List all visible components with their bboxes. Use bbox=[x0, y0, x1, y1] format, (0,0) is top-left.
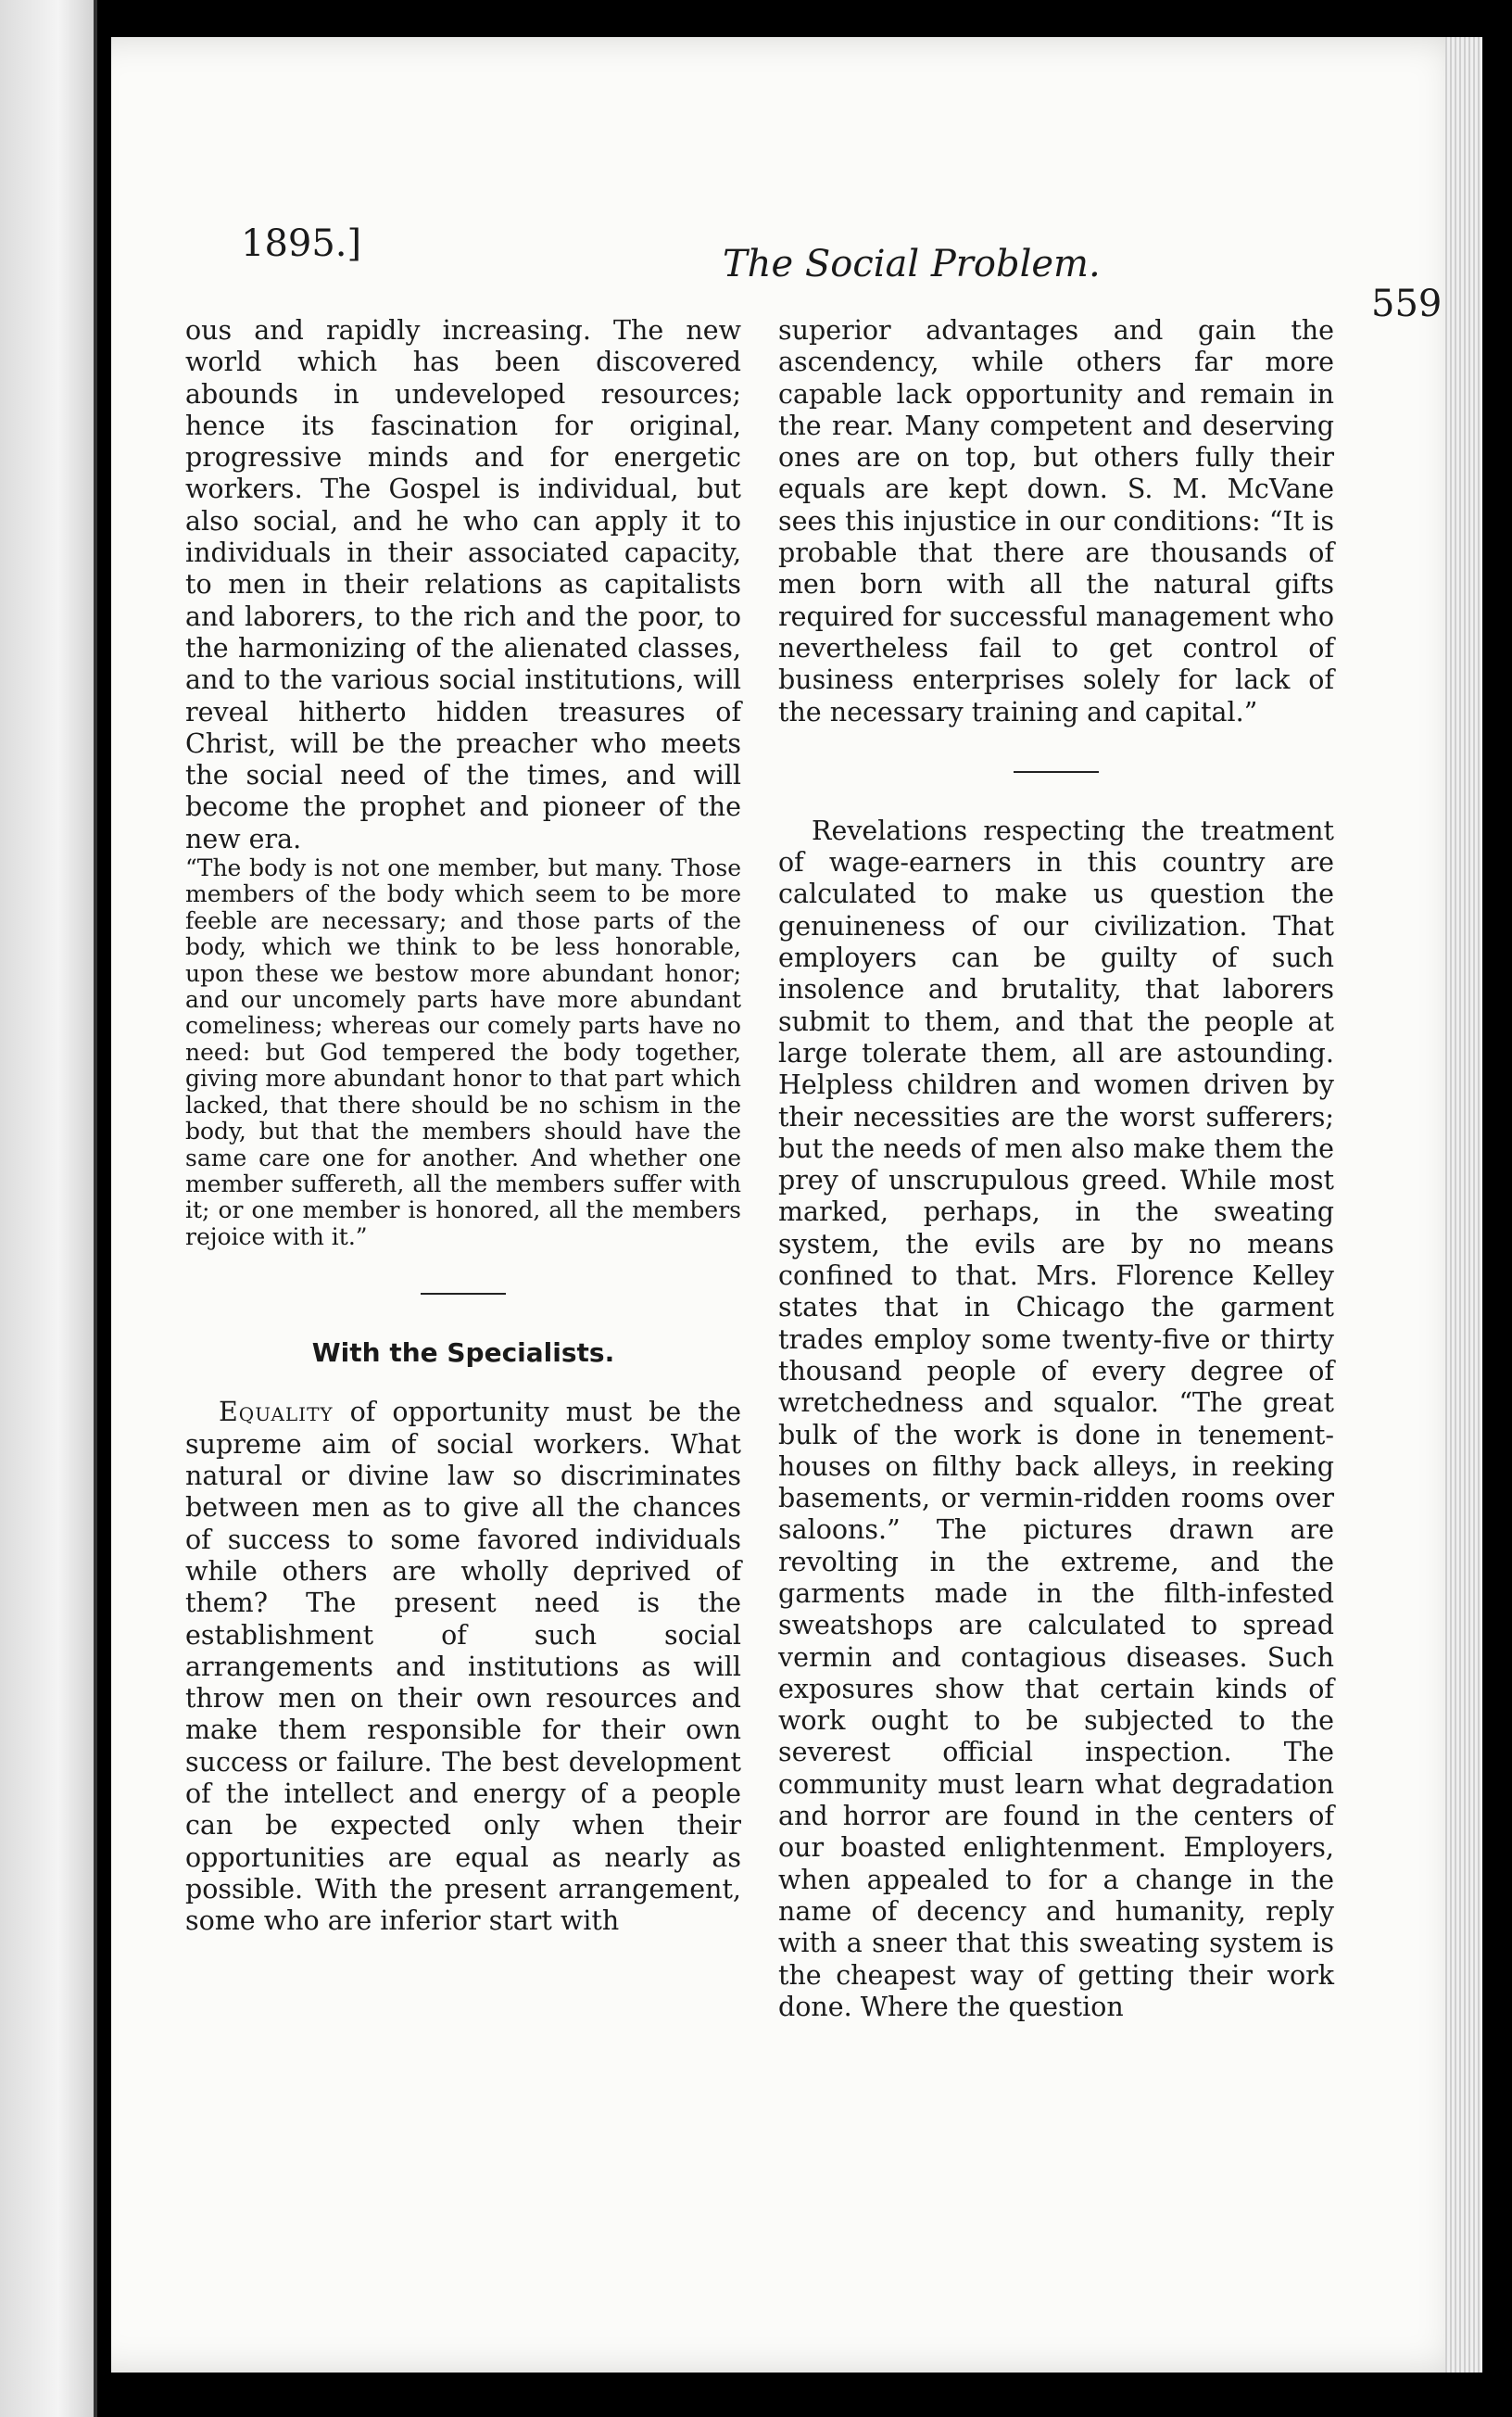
book-page bbox=[111, 37, 1482, 2373]
header-year: 1895.] bbox=[241, 222, 362, 265]
paragraph bbox=[185, 1397, 741, 1937]
left-column bbox=[185, 315, 741, 1937]
page-number: 559 bbox=[1371, 283, 1443, 325]
header-title: The Social Problem. bbox=[723, 243, 1101, 285]
right-column bbox=[778, 315, 1334, 2023]
section-divider bbox=[1014, 771, 1099, 773]
running-head bbox=[241, 195, 1443, 325]
adjacent-page-edge bbox=[0, 0, 97, 2417]
paragraph: ous and rapidly increasing. The new world which has been discovered abounds in undeveloped resources; hence its fascination for original, progressive minds and for energetic workers. The Gospel is individual, but also social, and he who can apply it to individuals in their associated capacity, to men in their relations as capitalists and laborers, to the rich and the poor, to the harmonizing of the alienated classes, and to the various social institutions, will reveal hitherto hidden treasures of Christ, will be the preacher who meets the social need of the times, and will become the prophet and pioneer of the new era. bbox=[185, 315, 741, 854]
paragraph-text: of opportunity must be the supreme aim of social workers. What natural or divine law so discriminates between men as to give all the chances of success to some favored individuals while others are wholly deprived of them? The present need is the establishment of such social arrangements and institutions as will throw men on their own resources and make them responsible for their own success or failure. The best development of the intellect and energy of a people can be expected only when their opportunities are equal as nearly as possible. With the present arrangement, some who are inferior start with bbox=[185, 1397, 741, 1937]
paragraph: Revelations respecting the treatment of wage-earners in this country are calculated to make us question the genuineness of our civilization. That employers can be guilty of such insolence and brutality, that laborers submit to them, and that the people at large tolerate them, all are astounding. Helpless children and women driven by their necessities are the worst sufferers; but the needs of men also make them the prey of unscrupulous greed. While most marked, perhaps, in the sweating system, the evils are by no means confined to that. Mrs. Florence Kelley states that in Chicago the garment trades employ some twenty-five or thirty thousand people of every degree of wretchedness and squalor. “The great bulk of the work is done in tenement-houses on filthy back alleys, in reeking basements, or vermin-ridden rooms over saloons.” The pictures drawn are revolting in the extreme, and the garments made in the filth-infested sweatshops are calculated to spread vermin and contagious diseases. Such exposures show that certain kinds of work ought to be subjected to the severest official inspection. The community must learn what degradation and horror are found in the centers of our boasted enlightenment. Employers, when appealed to for a change in the name of decency and humanity, reply with a sneer that this sweating system is the cheapest way of getting their work done. Where the question bbox=[778, 815, 1334, 2022]
lead-word: Equality bbox=[219, 1397, 334, 1428]
block-quote: “The body is not one member, but many. Those members of the body which seem to be more feeble are necessary; and those parts of the body, which we think to be less honorable, upon these we bestow more abundant honor; and our uncomely parts have more abundant comeliness; whereas our comely parts have no need: but God tempered the body together, giving more abundant honor to that part which lacked, that there should be no schism in the body, but that the members should have the same care one for another. And whether one member suffereth, all the members suffer with it; or one member is honored, all the members rejoice with it.” bbox=[185, 854, 741, 1250]
page-stack-edge bbox=[1445, 37, 1482, 2373]
section-divider bbox=[421, 1293, 506, 1295]
paragraph: superior advantages and gain the ascendency, while others far more capable lack opportunity and remain in the rear. Many competent and deserving ones are on top, but others fully their equals are kept down. S. M. McVane sees this injustice in our conditions: “It is probable that there are thousands of men born with all the natural gifts required for successful management who nevertheless fail to get control of business enterprises solely for lack of the necessary training and capital.” bbox=[778, 315, 1334, 728]
section-heading: With the Specialists. bbox=[311, 1337, 615, 1369]
